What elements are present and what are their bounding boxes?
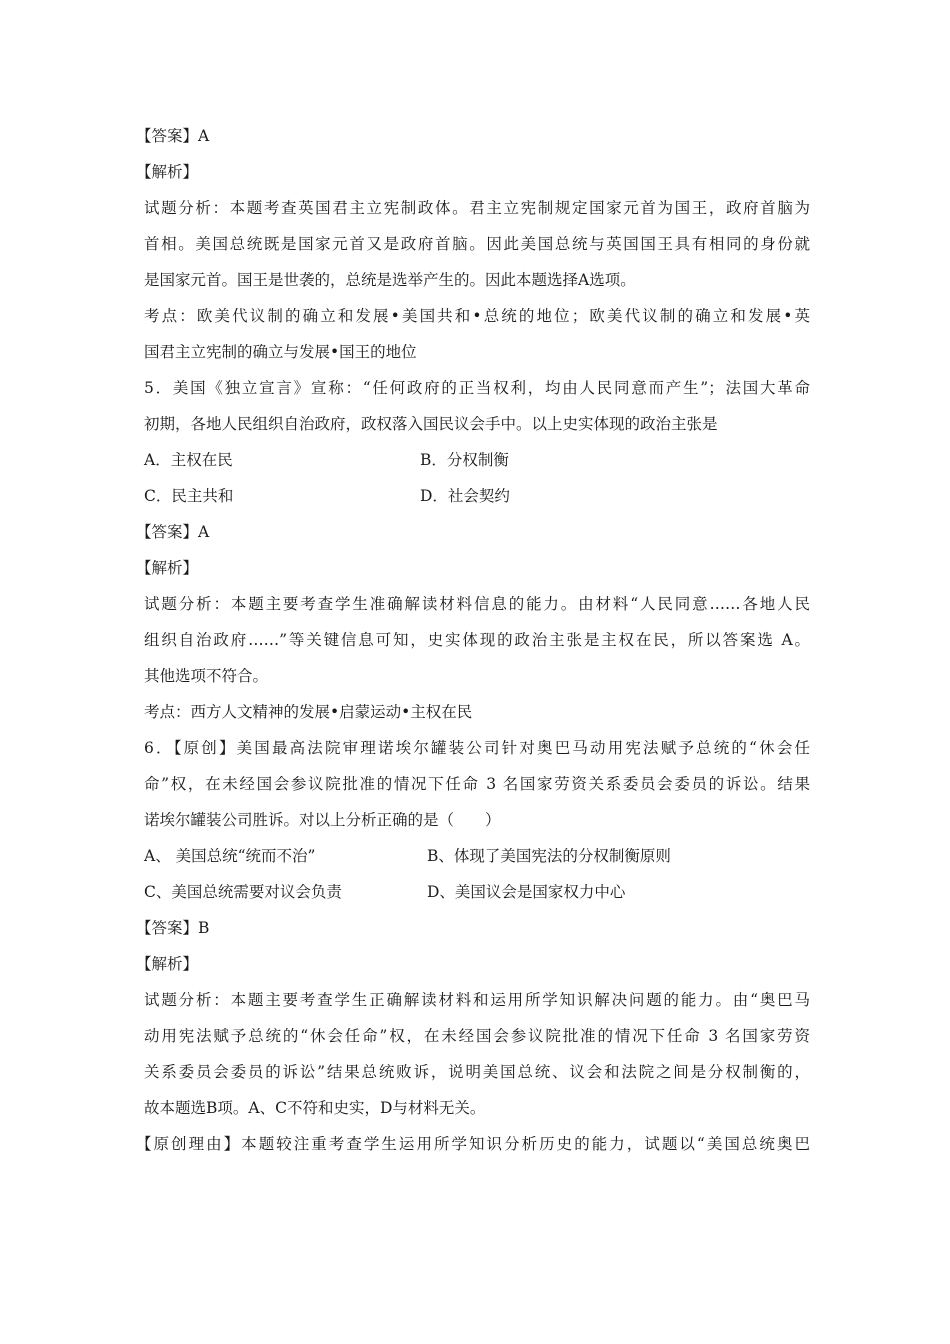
q5-analysis-header: 【解析】 xyxy=(136,559,199,577)
q4-kaodian-line: 考点：欧美代议制的确立和发展•美国共和•总统的地位；欧美代议制的确立和发展•英 xyxy=(144,307,810,325)
q6-stem-line: 6．【原创】美国最高法院审理诺埃尔罐装公司针对奥巴马动用宪法赋予总统的“休会任 xyxy=(144,739,810,757)
q4-analysis-line: 是国家元首。国王是世袭的，总统是选举产生的。因此本题选择A选项。 xyxy=(144,271,636,289)
q5-stem-line: 5．美国《独立宣言》宣称：“任何政府的正当权利，均由人民同意而产生”；法国大革命 xyxy=(144,379,810,397)
q5-kaodian: 考点：西方人文精神的发展•启蒙运动•主权在民 xyxy=(144,703,473,721)
q5-answer: 【答案】A xyxy=(136,523,210,541)
q4-answer: 【答案】A xyxy=(136,127,210,145)
q6-analysis-header: 【解析】 xyxy=(136,955,199,973)
q6-stem-line: 命”权，在未经国会参议院批准的情况下任命 3 名国家劳资关系委员会委员的诉讼。结果 xyxy=(144,775,810,793)
q6-options-row xyxy=(144,874,810,910)
q4-analysis-header: 【解析】 xyxy=(136,163,199,181)
q5-analysis-line: 试题分析：本题主要考查学生准确解读材料信息的能力。由材料“人民同意……各地人民 xyxy=(144,595,810,613)
q5-stem-line: 初期，各地人民组织自治政府，政权落入国民议会手中。以上史实体现的政治主张是 xyxy=(144,415,718,433)
q6-analysis-line: 试题分析：本题主要考查学生正确解读材料和运用所学知识解决问题的能力。由“奥巴马 xyxy=(144,991,810,1009)
q6-option-a: A、 美国总统“统而不治” xyxy=(144,847,316,865)
q6-analysis-line: 动用宪法赋予总统的“休会任命”权，在未经国会参议院批准的情况下任命 3 名国家劳资 xyxy=(144,1027,810,1045)
q6-reason-line: 【原创理由】本题较注重考查学生运用所学知识分析历史的能力，试题以“美国总统奥巴 xyxy=(136,1135,810,1153)
q6-option-d: D、美国议会是国家权力中心 xyxy=(427,883,626,901)
q4-kaodian-line: 国君主立宪制的确立与发展•国王的地位 xyxy=(144,343,417,361)
q6-analysis-line: 关系委员会委员的诉讼”结果总统败诉，说明美国总统、议会和法院之间是分权制衡的， xyxy=(144,1063,810,1081)
q5-options-row xyxy=(144,478,810,514)
q6-answer: 【答案】B xyxy=(136,919,210,937)
q5-options-row xyxy=(144,442,810,478)
q6-option-c: C、美国总统需要对议会负责 xyxy=(144,883,342,901)
q5-analysis-line: 其他选项不符合。 xyxy=(144,667,269,685)
q5-option-b: B．分权制衡 xyxy=(420,451,509,469)
q5-analysis-line: 组织自治政府……”等关键信息可知，史实体现的政治主张是主权在民，所以答案选 A。 xyxy=(144,631,810,649)
document-page xyxy=(136,118,810,1162)
q5-option-d: D．社会契约 xyxy=(420,487,510,505)
q6-option-b: B、体现了美国宪法的分权制衡原则 xyxy=(427,847,671,865)
q6-analysis-line: 故本题选B项。A、C不符和史实，D与材料无关。 xyxy=(144,1099,486,1117)
q6-options-row xyxy=(144,838,810,874)
q5-option-a: A．主权在民 xyxy=(144,451,233,469)
q5-option-c: C．民主共和 xyxy=(144,487,234,505)
q4-analysis-line: 试题分析：本题考查英国君主立宪制政体。君主立宪制规定国家元首为国王，政府首脑为 xyxy=(144,199,810,217)
q4-analysis-line: 首相。美国总统既是国家元首又是政府首脑。因此美国总统与英国国王具有相同的身份就 xyxy=(144,235,810,253)
q6-stem-line: 诺埃尔罐装公司胜诉。对以上分析正确的是（ ） xyxy=(144,811,501,829)
